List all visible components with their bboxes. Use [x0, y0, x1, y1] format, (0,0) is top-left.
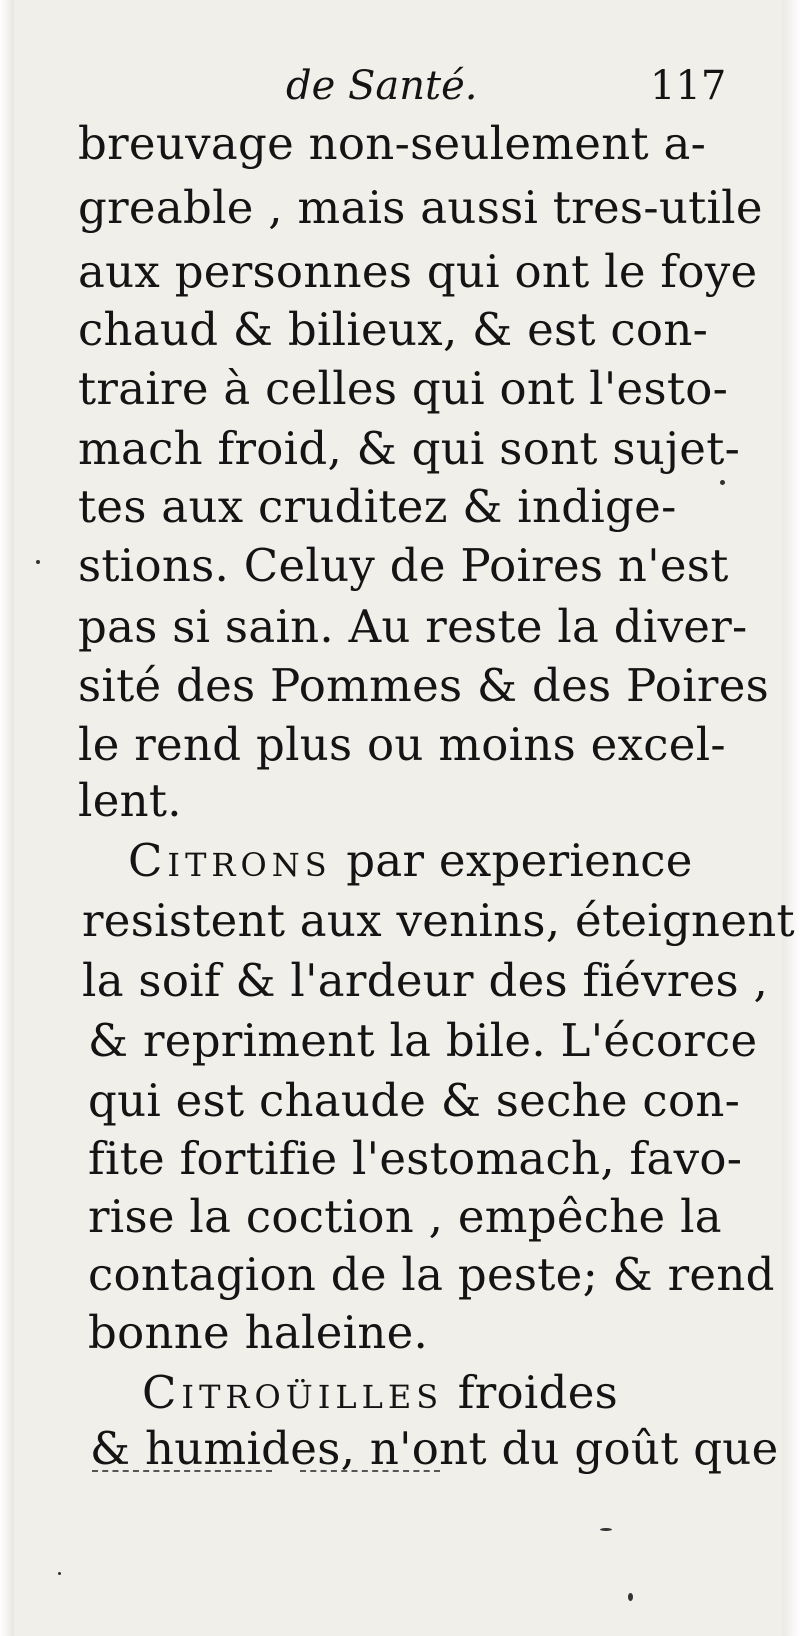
text-line-20: contagion de la peste; & rend: [88, 1248, 775, 1301]
headword-citrons: Citrons: [128, 834, 332, 887]
text-line-1: breuvage non-seulement a-: [78, 117, 707, 170]
ink-speck: [720, 480, 725, 485]
headword-citrouilles: Citroüilles: [142, 1366, 444, 1419]
text-line-23: & humides, n'ont du goût que: [90, 1422, 779, 1475]
ink-speck: [600, 1528, 612, 1531]
ink-speck: [58, 1572, 61, 1575]
text-line-12: lent.: [78, 774, 182, 827]
text-line-18: fite fortifie l'estomach, favo-: [88, 1132, 743, 1185]
text-line-7: tes aux cruditez & indige-: [78, 480, 677, 533]
page-number: 117: [650, 63, 727, 109]
text-line-21: bonne haleine.: [88, 1306, 429, 1359]
text-line-17: qui est chaude & seche con-: [88, 1074, 741, 1127]
text-line-9: pas si sain. Au reste la diver-: [78, 600, 748, 653]
text-line-10: sité des Pommes & des Poires: [78, 659, 770, 712]
text-line-19: rise la coction , empêche la: [88, 1190, 722, 1243]
text-line-15: la soif & l'ardeur des fiévres ,: [82, 954, 769, 1007]
bottom-dashed-rule-left: [92, 1470, 272, 1472]
text-line-6: mach froid, & qui sont sujet-: [78, 422, 741, 475]
text-line-11: le rend plus ou moins excel-: [78, 718, 726, 771]
text-line-8: stions. Celuy de Poires n'est: [78, 539, 729, 592]
ink-speck: [36, 560, 40, 564]
bottom-dashed-rule-right: [300, 1470, 440, 1472]
text-line-3: aux personnes qui ont le foye: [78, 245, 758, 298]
text-line-13: [128, 832, 693, 890]
ink-speck: [628, 1593, 633, 1601]
text-line-5: traire à celles qui ont l'esto-: [78, 362, 729, 415]
text-line-2: greable , mais aussi tres-utile: [78, 181, 763, 234]
text-line-22-rest: froides: [457, 1366, 619, 1419]
text-line-13-rest: par experience: [346, 834, 693, 887]
text-line-16: & repriment la bile. L'écorce: [88, 1014, 758, 1067]
text-line-4: chaud & bilieux, & est con-: [78, 303, 709, 356]
text-line-22: [142, 1364, 618, 1422]
running-head: de Santé.: [286, 63, 478, 109]
text-line-14: resistent aux venins, éteignent: [82, 894, 795, 947]
